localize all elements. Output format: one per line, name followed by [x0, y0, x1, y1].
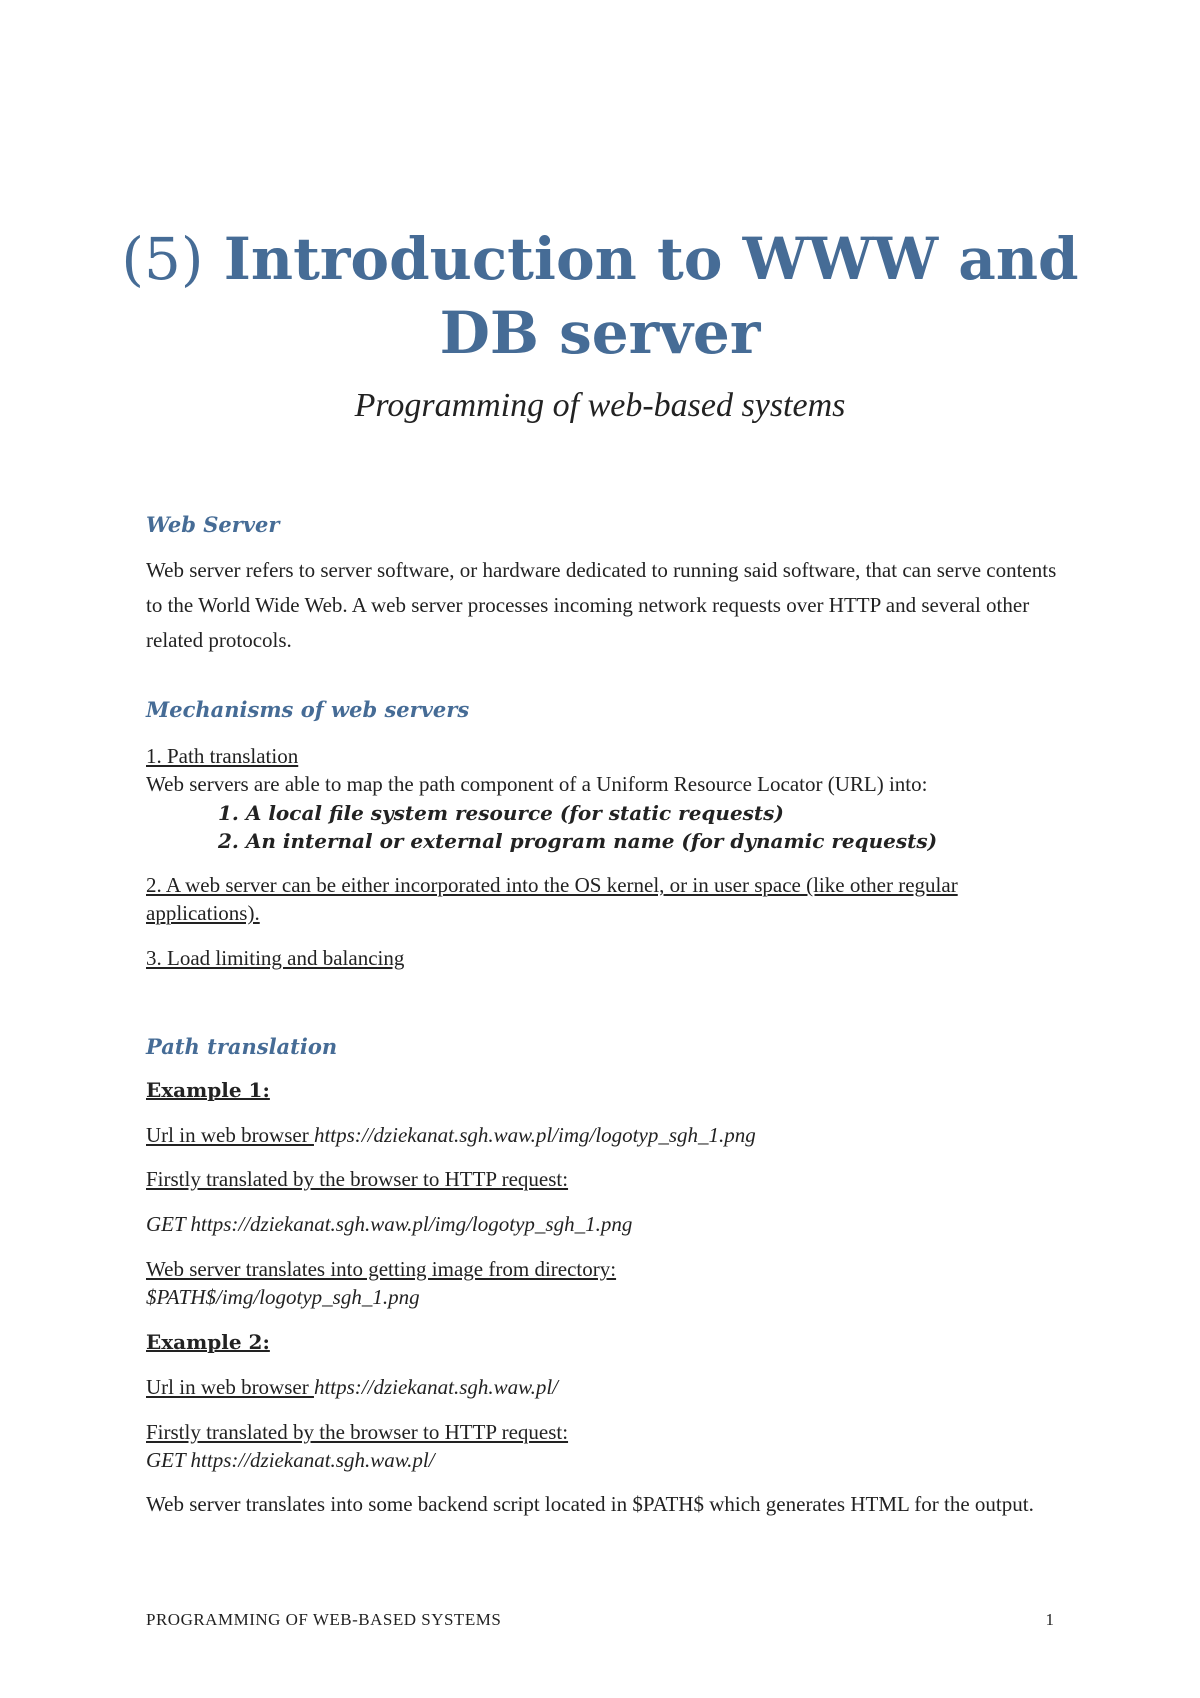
example-1-url-label: Url in web browser: [146, 1123, 314, 1147]
example-2-url-line: [146, 1373, 558, 1401]
example-1-label: Example 1:: [146, 1078, 270, 1102]
footer-title: PROGRAMMING OF WEB-BASED SYSTEMS: [146, 1610, 502, 1629]
heading-web-server: Web Server: [146, 512, 280, 537]
example-2-server-text: Web server translates into some backend script located in $PATH$ which generates HTML for the output.: [146, 1492, 1034, 1516]
example-1-url-line: [146, 1121, 756, 1149]
example-2-get-prefix: GET: [146, 1448, 186, 1472]
example-1-get-line: [146, 1210, 632, 1238]
example-2-url-label: Url in web browser: [146, 1375, 314, 1399]
mechanism-item-2: 2. A web server can be either incorporated into the OS kernel, or in user space (like other regular applications).: [146, 873, 958, 925]
title-text-line1: Introduction to WWW and: [203, 225, 1079, 293]
example-1-http-label: Firstly translated by the browser to HTTP request:: [146, 1167, 569, 1191]
example-2-http-label: Firstly translated by the browser to HTTP request:: [146, 1420, 569, 1444]
example-2-get-line: [146, 1446, 435, 1474]
title-number: (5): [121, 225, 204, 293]
example-1-server-label: Web server translates into getting image from directory:: [146, 1257, 617, 1281]
example-2-label: Example 2:: [146, 1330, 270, 1354]
example-1-url: https://dziekanat.sgh.waw.pl/img/logotyp_sgh_1.png: [313, 1123, 756, 1147]
example-1-get-prefix: GET: [146, 1212, 186, 1236]
example-1-server-path: $PATH$/img/logotyp_sgh_1.png: [146, 1285, 420, 1309]
page-title: [100, 222, 1100, 370]
heading-mechanisms: Mechanisms of web servers: [146, 697, 470, 722]
example-1-get-url: https://dziekanat.sgh.waw.pl/img/logotyp_sgh_1.png: [185, 1212, 633, 1236]
heading-path-translation: Path translation: [146, 1034, 338, 1059]
title-text-line2: DB server: [439, 299, 761, 367]
mechanism-subitem-1: 1. A local file system resource (for static requests): [218, 801, 784, 825]
page-number: 1: [1045, 1610, 1054, 1629]
web-server-paragraph: Web server refers to server software, or hardware dedicated to running said software, that can serve contents to the World Wide Web. A web server processes incoming network requests over HTTP and several other related protocols.: [146, 558, 1057, 652]
example-2-get-url: https://dziekanat.sgh.waw.pl/: [185, 1448, 435, 1472]
mechanism-item-1-text: Web servers are able to map the path component of a Uniform Resource Locator (URL) into:: [146, 772, 928, 796]
mechanism-subitem-2: 2. An internal or external program name (for dynamic requests): [218, 829, 938, 853]
page-subtitle: Programming of web-based systems: [354, 387, 846, 424]
mechanism-item-3: 3. Load limiting and balancing: [146, 946, 405, 970]
example-2-url: https://dziekanat.sgh.waw.pl/: [313, 1375, 559, 1399]
mechanism-item-1-title: 1. Path translation: [146, 744, 299, 768]
